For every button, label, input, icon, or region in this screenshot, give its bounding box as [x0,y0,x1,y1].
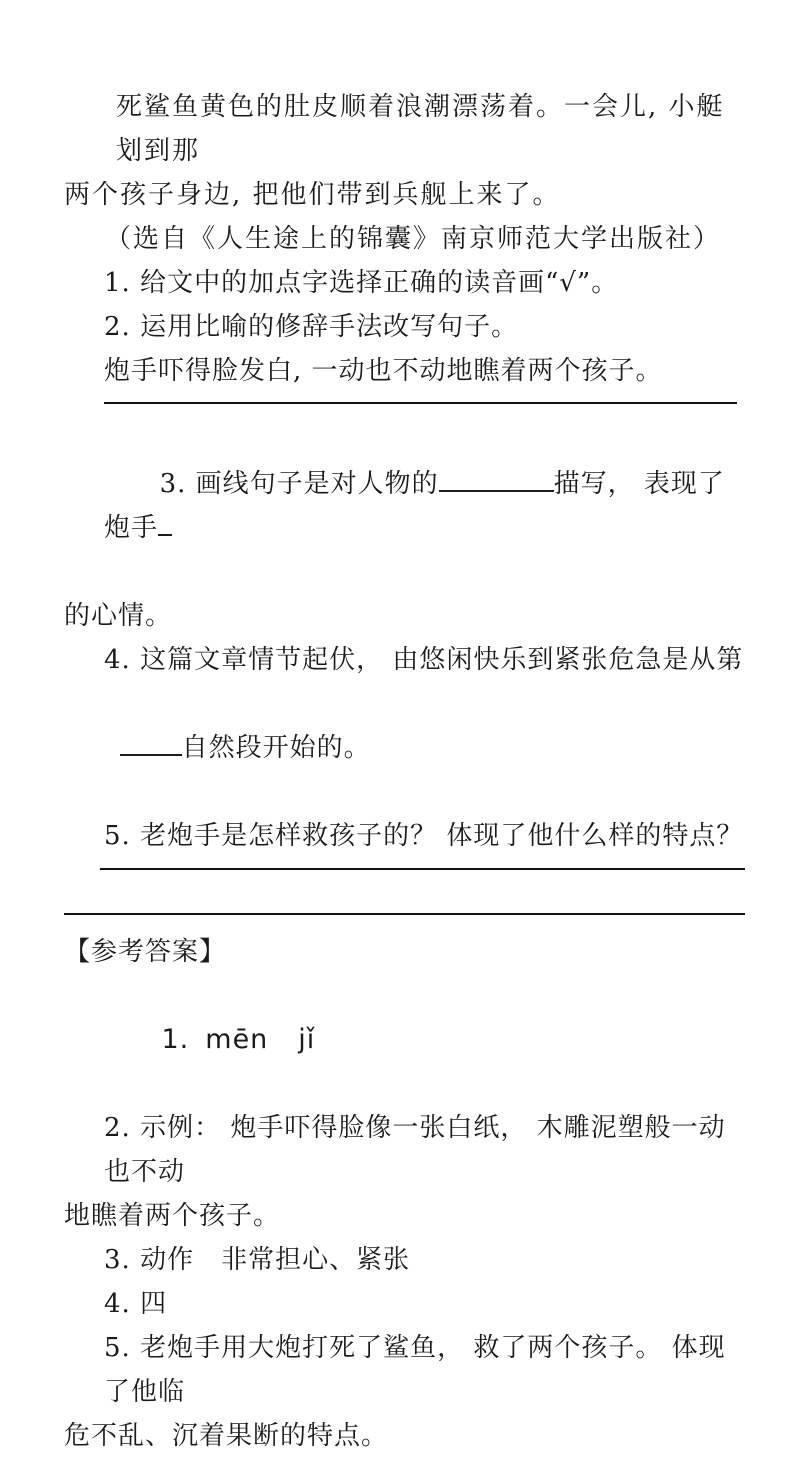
source-attribution: （选自《人生途上的锦囊》南京师范大学出版社） [104,224,721,254]
answer-writing-line-q2 [104,402,737,404]
answer-2-line-2: 地瞧着两个孩子。 [64,1201,281,1231]
answer-1-pinyin-men: mēn [205,1024,269,1055]
fill-blank-q4 [120,728,182,756]
answer-2-line-1: 2. 示例： 炮手吓得脸像一张白纸， 木雕泥塑般一动也不动 [104,1113,726,1187]
question-4-wrap [64,682,745,814]
excerpt-line-1: 死鲨鱼黄色的肚皮顺着浪潮漂荡着。一会儿, 小艇划到那 [116,92,725,166]
passage-excerpt [64,85,745,261]
question-2-sentence: 炮手吓得脸发白, 一动也不动地瞧着两个孩子。 [104,356,663,386]
questions-section [64,261,745,915]
question-3 [64,418,745,594]
answer-5-line-2: 危不乱、沉着果断的特点。 [64,1421,389,1451]
reference-answers-header: 【参考答案】 [64,937,227,967]
fill-blank-q3 [439,464,554,492]
question-3-wrap: 的心情。 [64,601,173,631]
question-3-text-before: 3. 画线句子是对人物的 [159,469,439,499]
answer-1-pinyin-ji: jǐ [298,1024,316,1055]
question-3-text-after: 描写， 表现了炮手 [104,469,725,543]
question-4: 4. 这篇文章情节起伏， 由悠闲快乐到紧张危急是从第 [104,645,744,675]
question-4-text-after: 自然段开始的。 [181,733,371,763]
answer-3: 3. 动作 非常担心、紧张 [104,1245,411,1275]
reference-answers-section [64,930,745,1458]
answer-5-line-1: 5. 老炮手用大炮打死了鲨鱼， 救了两个孩子。 体现了他临 [104,1333,726,1407]
answer-writing-line-1 [100,868,745,870]
answer-writing-line-2 [64,913,745,915]
question-1: 1. 给文中的加点字选择正确的读音画“√”。 [104,268,619,298]
answer-1-number: 1. [161,1024,190,1055]
question-5: 5. 老炮手是怎样救孩子的？ 体现了他什么样的特点？ [104,821,744,851]
fill-blank-q3-tail [158,508,172,536]
question-2: 2. 运用比喻的修辞手法改写句子。 [104,312,519,342]
answer-1 [64,974,745,1106]
excerpt-line-2: 两个孩子身边, 把他们带到兵舰上来了。 [64,180,561,210]
answer-4: 4. 四 [104,1289,168,1319]
